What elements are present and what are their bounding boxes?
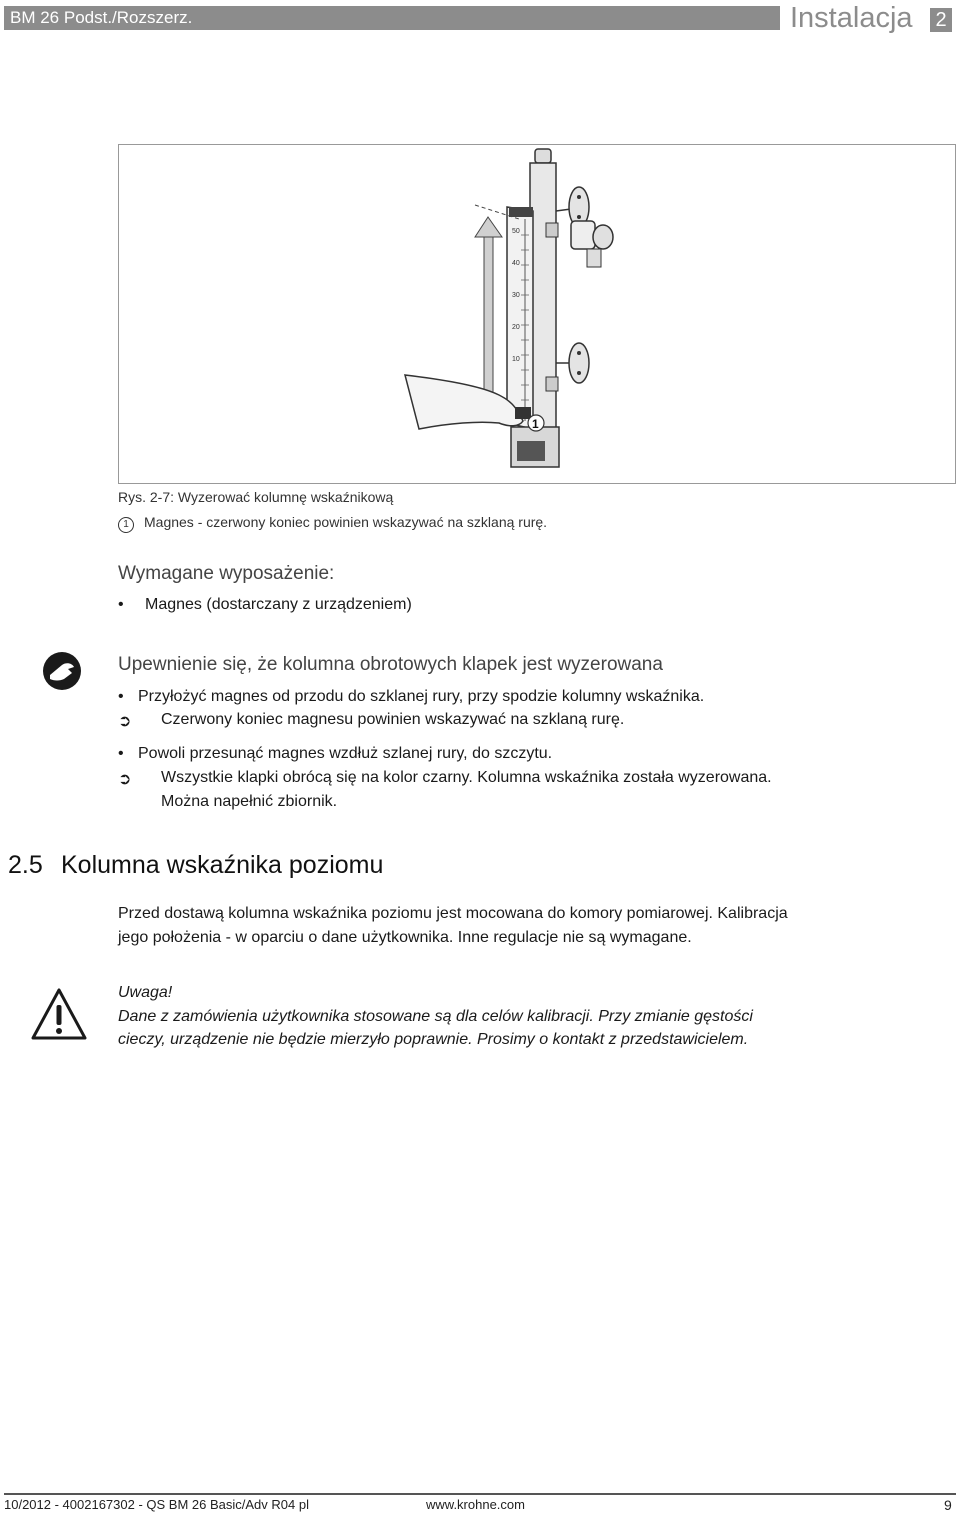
figure-frame [118,144,956,484]
result-1: Czerwony koniec magnesu powinien wskazywać na szklaną rurę. [161,711,625,728]
warning-line-2: cieczy, urządzenie nie będzie mierzyło poprawnie. Prosimy o kontakt z przedstawicielem. [118,1031,749,1048]
procedure-heading: Upewnienie się, że kolumna obrotowych klapek jest wyzerowana [118,654,663,675]
legend-text: Magnes - czerwony koniec powinien wskazywać na szklaną rurę. [144,514,548,530]
equipment-item: Magnes (dostarczany z urządzeniem) [145,596,412,613]
result-2-line-1: Wszystkie klapki obrócą się na kolor czarny. Kolumna wskaźnika została wyzerowana. [161,769,772,786]
hand-procedure-icon [42,651,82,691]
figure-marker-1: 1 [532,417,539,431]
header-document-title: BM 26 Podst./Rozszerz. [10,8,193,27]
section-title: Kolumna wskaźnika poziomu [61,851,384,879]
step-2: Powoli przesunąć magnes wzdłuż szlanej rury, do szczytu. [138,745,553,762]
scale-label: 30 [512,292,520,299]
result-2-line-2: Można napełnić zbiornik. [161,793,338,810]
legend-marker-circle: 1 [118,517,134,533]
result-arrow-icon: ➲ [118,713,132,730]
header-chapter-title: Instalacja [790,2,913,34]
step-1: Przyłożyć magnes od przodu do szklanej rury, przy spodzie kolumny wskaźnika. [138,688,705,705]
scale-label: 10 [512,356,520,363]
warning-line-1: Dane z zamówienia użytkownika stosowane są dla celów kalibracji. Przy zmianie gęstości [118,1008,753,1025]
bullet-icon: • [118,688,124,705]
scale-label: 50 [512,228,520,235]
warning-icon [30,987,88,1041]
equipment-heading: Wymagane wyposażenie: [118,563,335,584]
level-indicator-illustration [119,145,955,483]
figure-caption: Rys. 2-7: Wyzerować kolumnę wskaźnikową [118,489,394,505]
bullet-icon: • [118,745,124,762]
footer-website: www.krohne.com [426,1497,525,1512]
section-number: 2.5 [8,851,43,879]
legend-marker [118,514,136,530]
result-arrow-icon: ➲ [118,771,132,788]
footer-page-number: 9 [944,1497,952,1513]
header-chapter-number: 2 [930,8,952,32]
section-paragraph-line-2: jego położenia - w oparciu o dane użytkownika. Inne regulacje nie są wymagane. [118,929,692,946]
bullet-icon: • [118,596,124,613]
warning-title: Uwaga! [118,984,173,1001]
footer-divider [4,1493,956,1495]
scale-label: 20 [512,324,520,331]
footer-document-id: 10/2012 - 4002167302 - QS BM 26 Basic/Adv R04 pl [4,1497,309,1512]
section-paragraph-line-1: Przed dostawą kolumna wskaźnika poziomu jest mocowana do komory pomiarowej. Kalibracja [118,905,788,922]
scale-label: 40 [512,260,520,267]
